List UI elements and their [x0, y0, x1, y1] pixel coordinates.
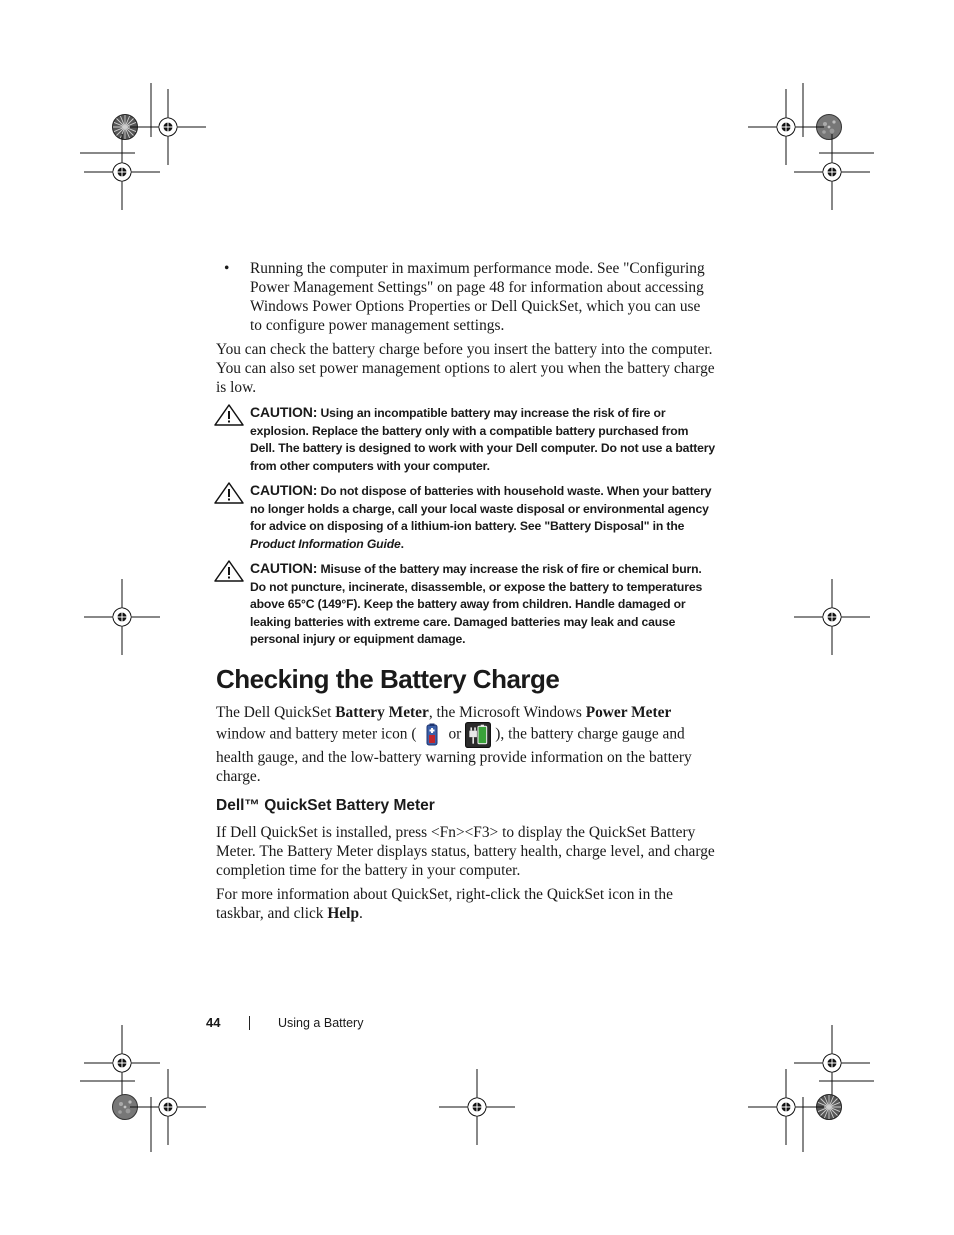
text-run: . [359, 905, 363, 922]
power-plug-battery-icon [465, 722, 491, 748]
caution-text [250, 560, 716, 649]
caution-label: CAUTION: [250, 482, 318, 498]
caution-block-misuse [214, 560, 716, 649]
caution-block-incompatible-battery [214, 404, 716, 475]
text-run: For more information about QuickSet, right-click the QuickSet icon in the taskbar, and click [216, 886, 673, 922]
page-number: 44 [206, 1015, 221, 1030]
quickset-paragraph-1: If Dell QuickSet is installed, press <Fn><F3> to display the QuickSet Battery Meter. The Battery Meter displays status, battery health, charge level, and charge completion time for the battery in your computer. [216, 824, 715, 879]
bullet-text: Running the computer in maximum performance mode. See "Configuring Power Management Settings" on page 48 for information about accessing Windows Power Options Properties or Dell QuickSet, which you can use to configure power management settings. [250, 260, 705, 334]
battery-meter-icon [420, 723, 444, 747]
caution-triangle-icon [214, 404, 244, 426]
caution-triangle-icon [214, 482, 244, 504]
intro-paragraph: You can check the battery charge before you insert the battery into the computer. You can also set power management options to alert you when the battery charge is low. [216, 341, 715, 396]
text-run: ), the battery charge gauge and health gauge, and the low-battery warning provide information on the battery charge. [216, 725, 692, 785]
caution-label: CAUTION: [250, 404, 318, 420]
battery-meter-term: Battery Meter [335, 704, 429, 721]
caution-text [250, 482, 716, 553]
footer-separator [249, 1016, 250, 1030]
product-information-guide-reference: Product Information Guide [250, 536, 401, 551]
text-run: , the Microsoft Windows [428, 704, 582, 721]
text-run: or [448, 725, 462, 743]
footer-chapter-title: Using a Battery [278, 1016, 364, 1030]
caution-label: CAUTION: [250, 560, 318, 576]
caution-message: Do not dispose of batteries with household waste. When your battery no longer holds a charge, call your local waste disposal or environmental agency for advice on disposing of a lithium-ion battery. See "Battery Disposal" in the [250, 484, 712, 533]
quickset-paragraph-2 [216, 885, 716, 923]
caution-message-end: . [400, 536, 404, 551]
caution-block-disposal [214, 482, 716, 553]
caution-message: Misuse of the battery may increase the risk of fire or chemical burn. Do not puncture, incinerate, disassemble, or expose the battery to temperatures above 65°C (149°F). Keep the battery away from children. Handle damaged or leaking batteries with extreme care. Damaged batteries may leak and cause personal injury or equipment damage. [250, 562, 703, 646]
section-heading: Checking the Battery Charge [216, 664, 560, 694]
help-term: Help [327, 905, 360, 922]
text-run: window and battery meter icon ( [216, 725, 417, 743]
caution-text [250, 404, 716, 475]
subsection-heading: Dell™ QuickSet Battery Meter [216, 797, 435, 814]
battery-charge-paragraph [216, 703, 716, 786]
bullet-item-performance-mode [216, 259, 716, 335]
power-meter-term: Power Meter [585, 704, 672, 721]
caution-message: Using an incompatible battery may increase the risk of fire or explosion. Replace the battery only with a compatible battery purchased from Dell. The battery is designed to work with your Dell computer. Do not use a battery from other computers with your computer. [250, 406, 715, 473]
text-run: The Dell QuickSet [216, 704, 332, 721]
caution-triangle-icon [214, 560, 244, 582]
bullet-symbol: • [224, 260, 230, 277]
